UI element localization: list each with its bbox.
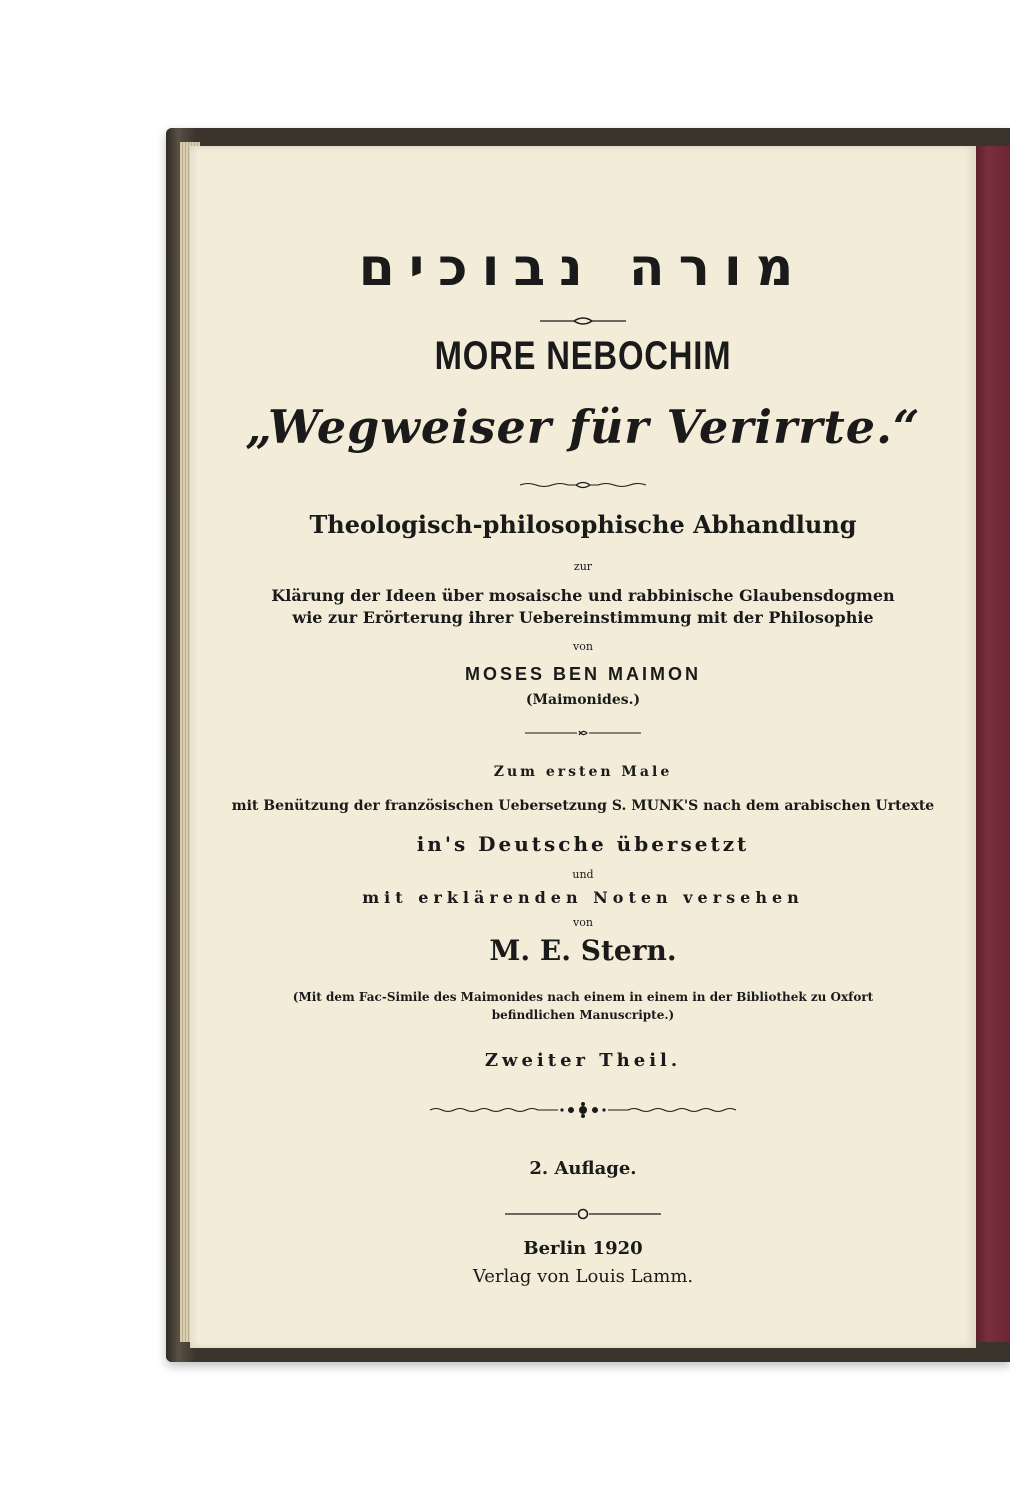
translation-basis: mit Benützung der französischen Uebersetzung S. MUNK'S nach dem arabischen Urtexte [231, 798, 935, 814]
ornament-divider-1 [190, 316, 976, 326]
title-page [190, 146, 976, 1348]
subtitle: Theologisch-philosophische Abhandlung [309, 510, 857, 539]
ornament-floral-divider [190, 1102, 976, 1118]
von-text-1: von [573, 640, 593, 653]
author-name: MOSES BEN MAIMON [464, 664, 701, 684]
und-text: und [572, 868, 594, 881]
facsimile-line-1: (Mit dem Fac-Simile des Maimonides nach einem in einem in der Bibliothek zu Oxfort [292, 990, 874, 1004]
description-line-1: Klärung der Ideen über mosaische und rabbinische Glaubensdogmen [271, 586, 895, 605]
author-latin-name: (Maimonides.) [525, 692, 641, 708]
publisher: Verlag von Louis Lamm. [472, 1266, 694, 1287]
first-time-text: Zum ersten Male [493, 764, 673, 780]
main-title: MORE NEBOCHIM [434, 334, 732, 378]
facsimile-line-2: befindlichen Manuscripte.) [491, 1008, 675, 1022]
von-text-2: von [573, 916, 593, 929]
ornament-divider-4 [190, 1208, 976, 1220]
german-title: „Wegweiser für Verirrte.“ [245, 400, 921, 454]
translator-name: M. E. Stern. [489, 934, 677, 967]
part-text: Zweiter Theil. [484, 1050, 682, 1071]
description-line-2: wie zur Erörterung ihrer Uebereinstimmung mit der Philosophie [292, 608, 874, 627]
hebrew-title: מורה נבוכים [358, 238, 808, 298]
notes-text: mit erklärenden Noten versehen [362, 888, 804, 907]
edition-text: 2. Auflage. [529, 1158, 637, 1179]
ornament-divider-3 [190, 728, 976, 738]
place-year: Berlin 1920 [523, 1238, 643, 1259]
ornament-divider-2 [190, 480, 976, 490]
translated-text: in's Deutsche übersetzt [416, 832, 750, 856]
red-spine [974, 146, 1010, 1342]
zur-text: zur [573, 560, 593, 573]
